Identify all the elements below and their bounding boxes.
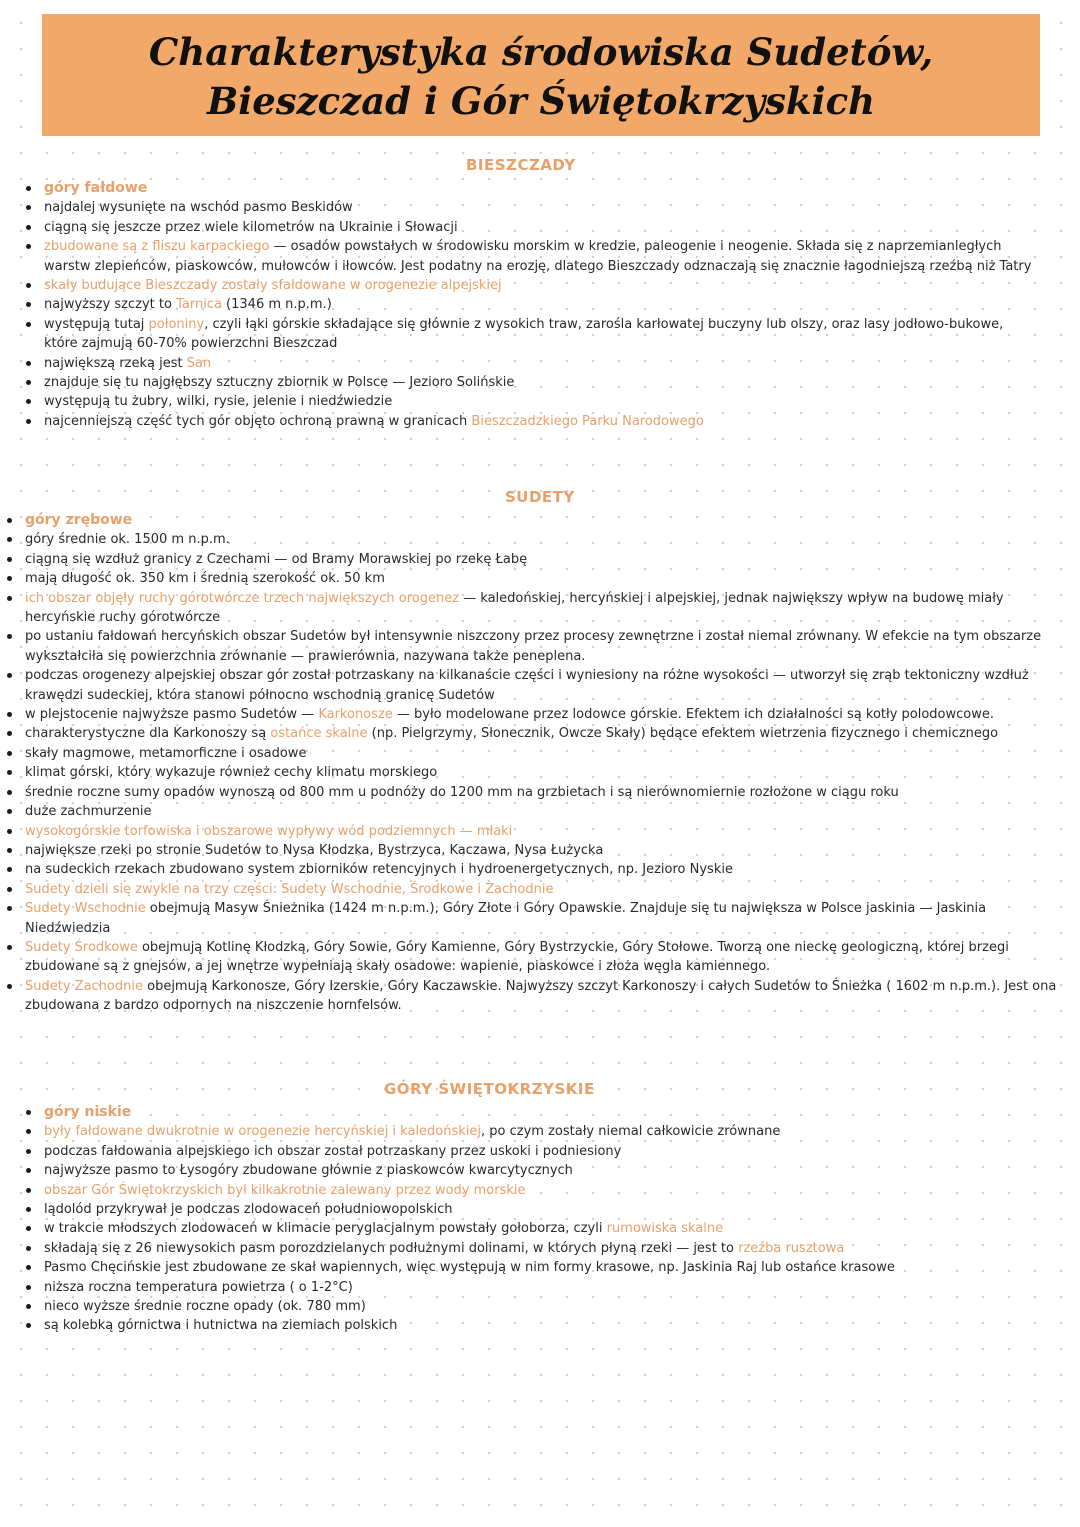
list-item	[44, 237, 1034, 276]
item-highlight: rzeźba rusztowa	[738, 1240, 845, 1256]
list-item	[44, 392, 1034, 411]
item-highlight: były fałdowane dwukrotnie w orogenezie hercyńskiej i kaledońskiej	[44, 1124, 482, 1140]
item-text: mają długość ok. 350 km i średnią szerokość ok. 50 km	[25, 571, 385, 587]
list-item	[25, 511, 1075, 530]
item-text: góry średnie ok. 1500 m n.p.m.	[25, 532, 230, 548]
item-text: znajduje się tu najgłębszy sztuczny zbiornik w Polsce — Jezioro Solińskie	[44, 375, 515, 391]
list-item	[25, 744, 1075, 763]
list-item	[44, 354, 1034, 373]
list-item	[25, 589, 1075, 628]
sudety-list	[25, 511, 1075, 1016]
item-text: lądolód przykrywał je podczas zlodowaceń południowopolskich	[44, 1202, 453, 1218]
list-item	[44, 1161, 1034, 1180]
list-item	[44, 179, 1034, 198]
list-item	[25, 763, 1075, 782]
item-text: , czyli łąki górskie składające się głównie z wysokich traw, zarośla karłowatej buczyny lub olszy, oraz lasy jodłowo-bukowe, które zajmują 60-70% powierzchni Bieszczad	[44, 316, 1004, 352]
list-item	[44, 1219, 1034, 1238]
section-heading-bieszczady: BIESZCZADY	[466, 156, 576, 174]
item-text: największą rzeką jest	[44, 355, 187, 371]
item-text: — było modelowane przez lodowce górskie. Efektem ich działalności są kotły polodowcowe.	[392, 707, 995, 723]
list-item	[25, 705, 1075, 724]
list-item	[44, 1278, 1034, 1297]
item-text: , po czym zostały niemal całkowicie zrównane	[481, 1124, 781, 1140]
item-highlight: skały budujące Bieszczady zostały sfałdowane w orogenezie alpejskiej	[44, 278, 502, 294]
list-item	[44, 295, 1034, 314]
item-text: skały magmowe, metamorficzne i osadowe	[25, 745, 307, 761]
list-item	[25, 724, 1075, 743]
list-item	[44, 1122, 1034, 1141]
item-text: duże zachmurzenie	[25, 804, 152, 820]
item-highlight: Sudety Środkowe	[25, 939, 138, 955]
list-item	[25, 666, 1075, 705]
list-item	[44, 315, 1034, 354]
item-text: występują tu żubry, wilki, rysie, jelenie i niedźwiedzie	[44, 394, 393, 410]
item-text: klimat górski, który wykazuje również cechy klimatu morskiego	[25, 765, 438, 781]
item-highlight: Karkonosze	[318, 707, 393, 723]
item-text: najwyższe pasmo to Łysogóry zbudowane głównie z piaskowców kwarcytycznych	[44, 1163, 573, 1179]
list-item	[44, 1316, 1034, 1335]
bieszczady-list	[44, 179, 1034, 431]
item-lead-term: góry niskie	[44, 1104, 132, 1120]
item-text: są kolebką górnictwa i hutnictwa na ziemiach polskich	[44, 1318, 398, 1334]
swietokrzyskie-list	[44, 1103, 1034, 1336]
item-text: na sudeckich rzekach zbudowano system zbiorników retencyjnych i hydroenergetycznych, np. Jezioro Nyskie	[25, 862, 733, 878]
section-heading-sudety: SUDETY	[505, 488, 575, 506]
item-text: niższa roczna temperatura powietrza ( o 1-2°C)	[44, 1279, 353, 1295]
item-text: — osadów powstałych w środowisku morskim w kredzie, paleogenie i neogenie. Składa się z naprzemianległych warstw zlepieńców, piaskowców, mułowców i iłowców. Jest podatny na erozję, dlatego Bieszczady odznaczają się znacznie łagodniejszą rzeźbą niż Tatry	[44, 239, 1032, 274]
section-heading-swietokrzyskie: GÓRY ŚWIĘTOKRZYSKIE	[384, 1080, 595, 1098]
item-text: (1346 m n.p.m.)	[221, 297, 332, 313]
item-highlight: Sudety dzieli się zwykle na trzy części: Sudety Wschodnie, Środkowe i Zachodnie	[25, 881, 554, 897]
item-text: ciągną się jeszcze przez wiele kilometrów na Ukrainie i Słowacji	[44, 219, 458, 235]
list-item	[44, 1142, 1034, 1161]
item-text: w plejstocenie najwyższe pasmo Sudetów —	[25, 707, 319, 723]
item-lead-term: góry zrębowe	[25, 512, 133, 528]
list-item	[44, 276, 1034, 295]
item-text: po ustaniu fałdowań hercyńskich obszar Sudetów był intensywnie niszczony przez procesy zewnętrzne i został niemal zrównany. W efekcie na tym obszarze wykształciła się powierzchnia zrównanie — prawierównia, nazywana także peneplena.	[25, 629, 1042, 664]
item-text: obejmują Masyw Śnieżnika (1424 m n.p.m.), Góry Złote i Góry Opawskie. Znajduje się tu największa w Polsce jaskinia — Jaskinia Niedźwiedzia	[25, 901, 987, 936]
item-highlight: Tarnica	[176, 297, 222, 313]
item-text: charakterystyczne dla Karkonoszy są	[25, 726, 271, 742]
item-highlight: San	[186, 355, 212, 371]
item-text: podczas fałdowania alpejskiego ich obszar został potrzaskany przez uskoki i podniesiony	[44, 1143, 622, 1159]
item-text: ciągną się wzdłuż granicy z Czechami — od Bramy Morawskiej po rzekę Łabę	[25, 551, 528, 567]
item-highlight: Sudety Wschodnie	[25, 901, 146, 917]
item-text: (np. Pielgrzymy, Słonecznik, Owcze Skały) będące efektem wietrzenia fizycznego i chemicznego	[367, 726, 999, 742]
list-item	[44, 1200, 1034, 1219]
list-item	[25, 530, 1075, 549]
list-item	[25, 841, 1075, 860]
list-item	[25, 550, 1075, 569]
list-item	[25, 627, 1075, 666]
item-text: w trakcie młodszych zlodowaceń w klimacie peryglacjalnym powstały gołoborza, czyli	[44, 1221, 607, 1237]
list-item	[25, 880, 1075, 899]
list-item	[25, 938, 1075, 977]
item-highlight: obszar Gór Świętokrzyskich był kilkakrotnie zalewany przez wody morskie	[44, 1182, 526, 1198]
item-text: podczas orogenezy alpejskiej obszar gór został potrzaskany na kilkanaście części i wyniesiony na różne wysokości — utworzył się zrąb tektoniczny wzdłuż krawędzi sudeckiej, która stanowi północno wschodnią granicę Sudetów	[25, 668, 1029, 703]
list-item	[44, 1297, 1034, 1316]
page-title: Charakterystyka środowiska Sudetów, Bieszczad i Gór Świętokrzyskich	[148, 30, 934, 123]
item-text: najcenniejszą część tych gór objęto ochroną prawną w granicach	[44, 413, 472, 429]
item-text: obejmują Karkonosze, Góry Izerskie, Góry Kaczawskie. Najwyższy szczyt Karkonoszy i całych Sudetów to Śnieżka ( 1602 m n.p.m.). Jest ona zbudowana z bardzo odpornych na niszczenie hornfelsów.	[25, 978, 1057, 1014]
item-text: obejmują Kotlinę Kłodzką, Góry Sowie, Góry Kamienne, Góry Bystrzyckie, Góry Stołowe. Tworzą one nieckę geologiczną, której brzegi zbudowane są z gnejsów, a jej wnętrze wypełniają skały osadowe: wapienie, piaskowce i złoża węgla kamiennego.	[25, 939, 1009, 975]
list-item	[44, 1103, 1034, 1122]
list-item	[44, 218, 1034, 237]
list-item	[44, 1258, 1034, 1277]
item-highlight: wysokogórskie torfowiska i obszarowe wypływy wód podziemnych — młaki	[25, 823, 513, 839]
item-text: składają się z 26 niewysokich pasm porozdzielanych podłużnymi dolinami, w których płyną rzeki — jest to	[44, 1240, 739, 1256]
item-text: Pasmo Chęcińskie jest zbudowane ze skał wapiennych, więc występują w nim formy krasowe, np. Jaskinia Raj lub ostańce krasowe	[44, 1260, 895, 1276]
item-text: — kaledońskiej, hercyńskiej i alpejskiej, jednak największy wpływ na budowę miały hercyńskie ruchy górotwórcze	[25, 590, 1004, 626]
item-text: występują tutaj	[44, 316, 149, 332]
item-highlight: połoniny	[148, 316, 205, 332]
list-item	[25, 899, 1075, 938]
item-text: najdalej wysunięte na wschód pasmo Beskidów	[44, 200, 353, 216]
list-item	[25, 977, 1075, 1016]
item-text: najwyższy szczyt to	[44, 297, 177, 313]
list-item	[25, 783, 1075, 802]
item-highlight: zbudowane są z fliszu karpackiego	[44, 239, 270, 255]
title-banner	[42, 14, 1040, 136]
list-item	[44, 373, 1034, 392]
item-highlight: Bieszczadzkiego Parku Narodowego	[471, 413, 704, 429]
item-text: największe rzeki po stronie Sudetów to Nysa Kłodzka, Bystrzyca, Kaczawa, Nysa Łużycka	[25, 842, 604, 858]
list-item	[44, 1239, 1034, 1258]
list-item	[25, 822, 1075, 841]
list-item	[25, 802, 1075, 821]
item-text: nieco wyższe średnie roczne opady (ok. 780 mm)	[44, 1299, 366, 1315]
list-item	[44, 412, 1034, 431]
item-text: średnie roczne sumy opadów wynoszą od 800 mm u podnóży do 1200 mm na grzbietach i są nierównomiernie rozłożone w ciągu roku	[25, 784, 899, 800]
list-item	[25, 569, 1075, 588]
list-item	[44, 198, 1034, 217]
item-highlight: Sudety Zachodnie	[25, 978, 143, 994]
item-highlight: ich obszar objęły ruchy górotwórcze trzech największych orogenez	[25, 590, 460, 606]
item-highlight: rumowiska skalne	[606, 1221, 724, 1237]
list-item	[25, 860, 1075, 879]
list-item	[44, 1181, 1034, 1200]
item-highlight: ostańce skalne	[270, 726, 368, 742]
item-lead-term: góry fałdowe	[44, 180, 148, 196]
